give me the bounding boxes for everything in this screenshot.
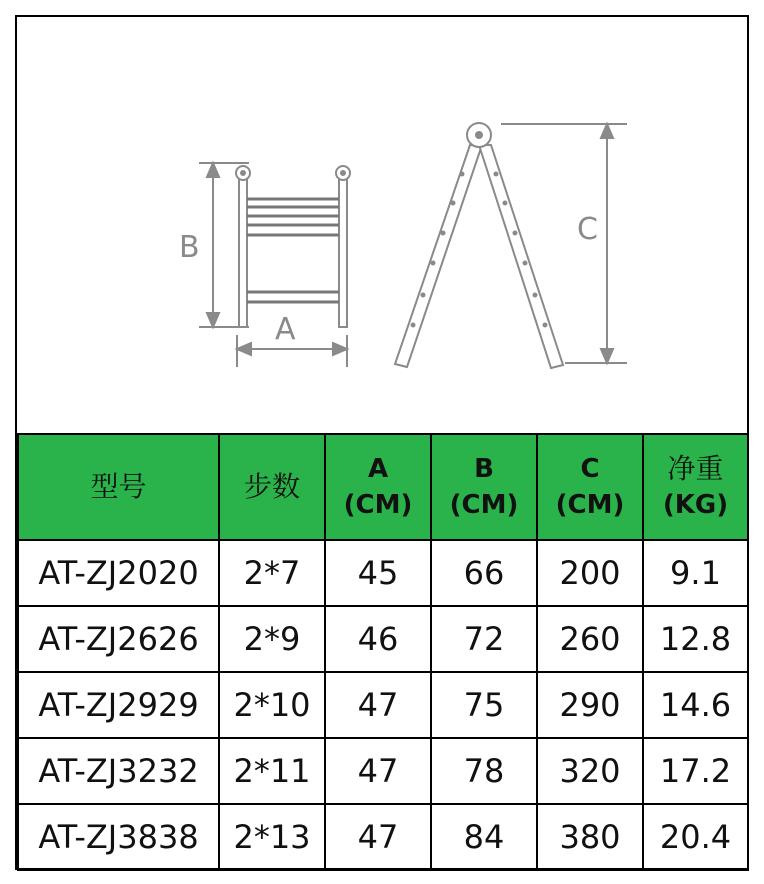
b-cell: 78 — [431, 738, 537, 804]
a-cell: 45 — [325, 540, 431, 606]
weight-cell: 17.2 — [643, 738, 748, 804]
dimension-c-label: C — [577, 212, 598, 247]
ladder-drawing — [17, 17, 747, 433]
table-row — [18, 540, 748, 606]
steps-cell: 2*7 — [219, 540, 325, 606]
a-cell: 46 — [325, 606, 431, 672]
table-row — [18, 606, 748, 672]
model-cell: AT-ZJ2929 — [18, 672, 219, 738]
header-a: A (CM) — [325, 434, 431, 540]
header-steps: 步数 — [219, 434, 325, 540]
model-cell: AT-ZJ2626 — [18, 606, 219, 672]
dimension-a-label: A — [275, 312, 296, 347]
weight-cell: 12.8 — [643, 606, 748, 672]
header-b: B (CM) — [431, 434, 537, 540]
model-cell: AT-ZJ3232 — [18, 738, 219, 804]
model-cell: AT-ZJ2020 — [18, 540, 219, 606]
c-cell: 380 — [537, 804, 643, 870]
dimension-b-label: B — [179, 230, 200, 265]
table-row — [18, 738, 748, 804]
b-cell: 72 — [431, 606, 537, 672]
b-cell: 84 — [431, 804, 537, 870]
ladder-dimension-diagram — [17, 17, 747, 433]
c-cell: 200 — [537, 540, 643, 606]
table-row — [18, 672, 748, 738]
table-header-row — [18, 434, 748, 540]
b-cell: 75 — [431, 672, 537, 738]
a-cell: 47 — [325, 738, 431, 804]
ladder-side-view — [395, 123, 563, 368]
specification-table — [17, 433, 749, 871]
spec-sheet-frame — [15, 15, 749, 870]
table-row — [18, 804, 748, 870]
header-weight: 净重 (KG) — [643, 434, 748, 540]
header-model: 型号 — [18, 434, 219, 540]
weight-cell: 9.1 — [643, 540, 748, 606]
steps-cell: 2*11 — [219, 738, 325, 804]
weight-cell: 20.4 — [643, 804, 748, 870]
weight-cell: 14.6 — [643, 672, 748, 738]
steps-cell: 2*9 — [219, 606, 325, 672]
c-cell: 260 — [537, 606, 643, 672]
steps-cell: 2*13 — [219, 804, 325, 870]
header-c: C (CM) — [537, 434, 643, 540]
c-cell: 290 — [537, 672, 643, 738]
model-cell: AT-ZJ3838 — [18, 804, 219, 870]
ladder-front-view — [236, 166, 350, 327]
a-cell: 47 — [325, 804, 431, 870]
c-cell: 320 — [537, 738, 643, 804]
steps-cell: 2*10 — [219, 672, 325, 738]
b-cell: 66 — [431, 540, 537, 606]
a-cell: 47 — [325, 672, 431, 738]
